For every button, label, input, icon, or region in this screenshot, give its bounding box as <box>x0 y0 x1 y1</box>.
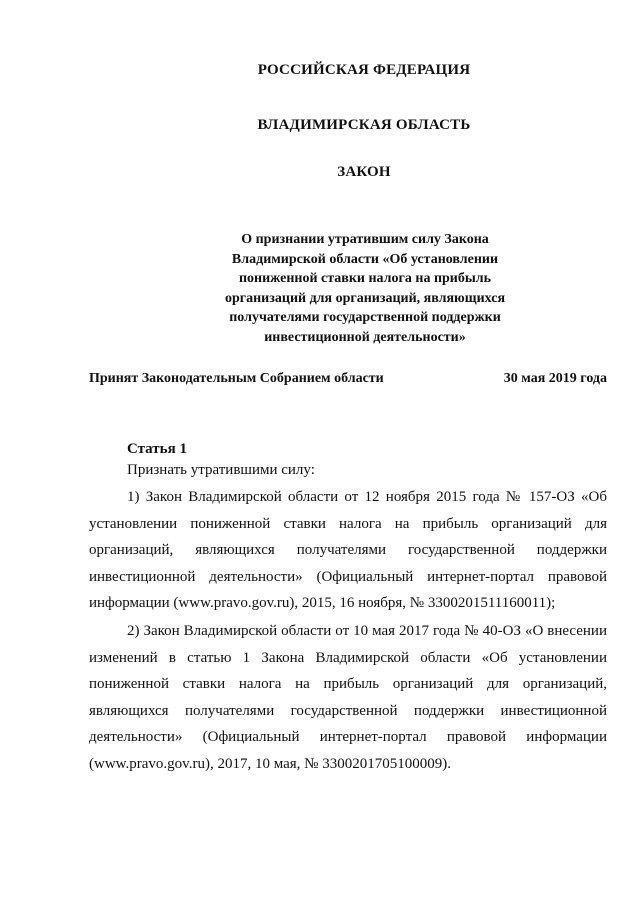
article-item-1: 1) Закон Владимирской области от 12 ноября 2015 года № 157-ОЗ «Об установлении пониженной ставки налога на прибыль организаций для организаций, являющихся получателями государственной поддержки инвестиционной деятельности» (Официальный интернет-портал правовой информации (www.pravo.gov.ru), 2015, 16 ноября, № 3300201511160011); <box>89 489 607 611</box>
article-heading: Статья 1 <box>127 441 187 457</box>
header-federation: РОССИЙСКАЯ ФЕДЕРАЦИЯ <box>257 62 471 78</box>
article-item-2: 2) Закон Владимирской области от 10 мая 2017 года № 40-ОЗ «О внесении изменений в статью 1 Закона Владимирской области «Об установлении пониженной ставки налога на прибыль организаций для организаций, являющихся получателями государственной поддержки инвестиционной деятельности» (Официальный интернет-портал правовой информации (www.pravo.gov.ru), 2017, 10 мая, № 3300201705100009). <box>89 623 607 772</box>
law-title: О признании утратившим силу Закона Владимирской области «Об установлении пониженной ставки налога на прибыль организаций для организаций, являющихся получателями государственной поддержки инвестиционной деятельности» <box>224 232 506 345</box>
accepted-label: Принят Законодательным Собранием области <box>89 371 384 386</box>
header-doc-type: ЗАКОН <box>337 164 391 180</box>
header-region: ВЛАДИМИРСКАЯ ОБЛАСТЬ <box>257 117 471 133</box>
accepted-date: 30 мая 2019 года <box>503 371 607 386</box>
article-intro: Признать утратившими силу: <box>127 462 315 478</box>
